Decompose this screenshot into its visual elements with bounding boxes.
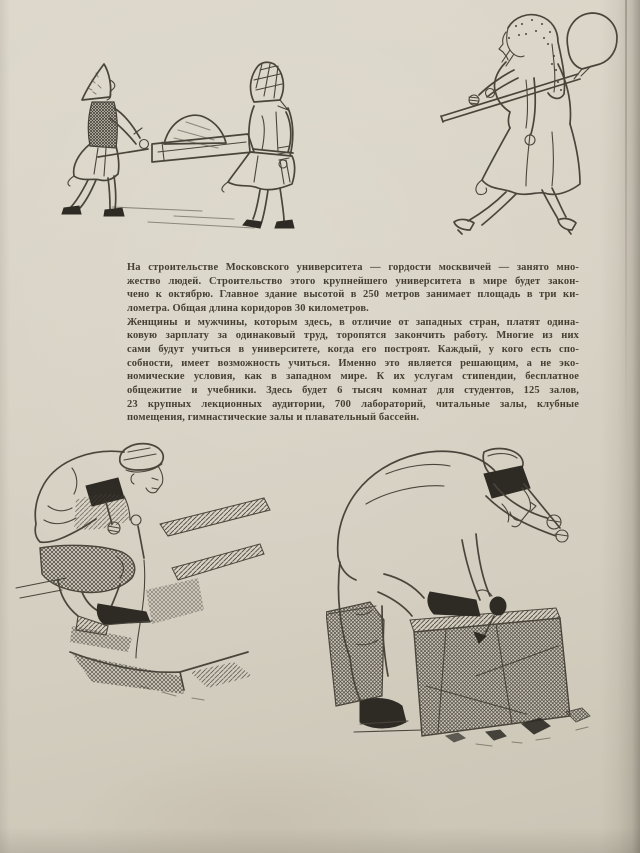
woman — [454, 15, 580, 234]
left-edge-shadow — [0, 0, 10, 853]
text-line: общежитие и учебники. Здесь будет 6 тысяч комнат для студентов, 125 залов, — [127, 384, 579, 396]
text-line: 23 крупных лекционных аудитории, 700 лабораторий, читальные залы, клубные — [127, 398, 579, 410]
stonemason — [35, 444, 163, 635]
woman-right — [222, 62, 295, 228]
bottom-edge-shadow — [0, 827, 640, 853]
shovel — [441, 13, 617, 122]
text-line: На строительстве Московского университета — гордости москвичей — занято мно- — [127, 262, 579, 273]
body-text — [127, 261, 579, 425]
text-line: ковую зарплату за одинаковый труд, торопятся закончить работу. Многие из них — [127, 330, 579, 342]
text-line: помещения, гимнастические залы и плавательный бассейн. — [127, 412, 420, 424]
chisel — [131, 515, 144, 558]
text-line: сами будут учиться в университете, когда его построят. Каждый, у кого есть спо- — [127, 343, 579, 355]
illustration-crouching-stonemason — [12, 440, 296, 712]
flat-cap — [120, 444, 163, 472]
woman-with-shovel-drawing — [430, 4, 626, 238]
text-line: собности, имеет возможность учиться. Именно это является решающим, а не эко- — [127, 357, 579, 369]
illustration-stonemason-at-block — [326, 444, 622, 749]
stone-surfaces — [16, 498, 270, 700]
women-carrying-barrow-drawing — [52, 56, 310, 238]
text-line: Женщины и мужчины, которым здесь, в отличие от западных стран, платят одина- — [127, 316, 579, 328]
woman-left — [62, 64, 149, 216]
text-line: лометра. Общая длина коридоров 30 километров. — [127, 302, 369, 314]
text-line: номические условия, как в западном мире. К их услугам стипендии, бесплатное — [127, 371, 579, 383]
text-line: чено к октябрю. Главное здание высотой в 250 метров занимает площадь в три ки- — [127, 289, 579, 301]
illustration-women-carrying-barrow — [52, 56, 310, 238]
crouching-stonemason-drawing — [12, 440, 296, 712]
text-line: жество людей. Строительство этого крупнейшего университета в мире будет закон- — [127, 275, 579, 287]
stonemason-at-block-drawing — [326, 444, 622, 749]
mallet — [484, 466, 560, 528]
illustration-woman-with-shovel — [430, 4, 626, 238]
